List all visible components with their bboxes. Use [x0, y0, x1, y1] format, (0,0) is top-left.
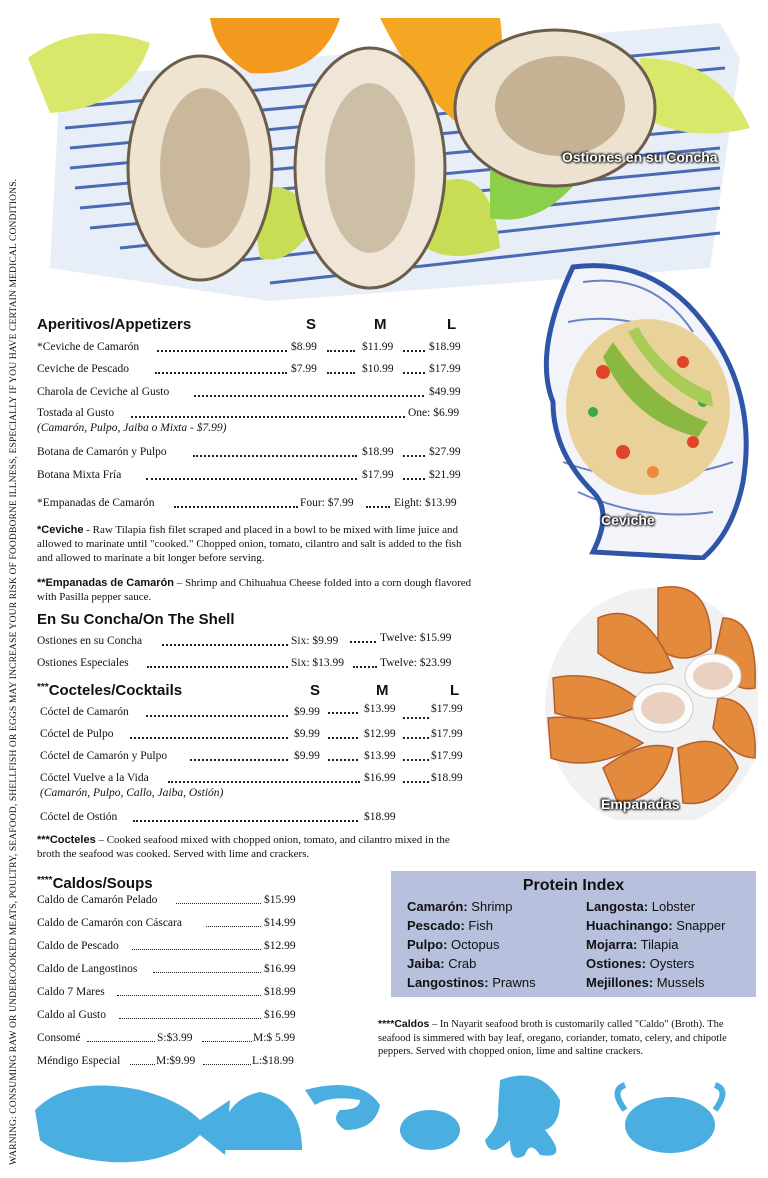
- ceviche-photo: [533, 262, 768, 560]
- price: $16.99: [264, 963, 296, 975]
- ceviche-description-label: *Ceviche: [37, 524, 84, 536]
- price-medium: $16.99: [364, 772, 396, 784]
- price-large: $17.99: [431, 750, 463, 762]
- leader-dots: [132, 949, 261, 950]
- price-small: S:$3.99: [157, 1032, 193, 1044]
- leader-dots: [119, 1018, 261, 1019]
- protein-english: Prawns: [488, 975, 536, 990]
- protein-entry: [407, 937, 499, 952]
- price-twelve: Twelve: $23.99: [380, 657, 452, 669]
- menu-item-name: Ostiones Especiales: [37, 657, 129, 669]
- leader-dots: [146, 715, 288, 717]
- leader-dots: [403, 350, 425, 352]
- fish-icon: [35, 1086, 230, 1163]
- price-one: One: $6.99: [408, 407, 460, 419]
- menu-item-name: Cóctel de Camarón: [40, 706, 129, 718]
- cocktails-description-label: ***Cocteles: [37, 834, 96, 846]
- price-small: $9.99: [294, 750, 320, 762]
- cocktails-title-prefix: ***: [37, 682, 49, 693]
- menu-item-name: Cóctel de Camarón y Pulpo: [40, 750, 168, 762]
- price-four: Four: $7.99: [300, 497, 354, 509]
- protein-english: Mussels: [653, 975, 705, 990]
- leader-dots: [153, 972, 261, 973]
- empanadas-description: [37, 576, 477, 604]
- crab-icon: [625, 1097, 715, 1153]
- leader-dots: [117, 995, 261, 996]
- menu-item-name: Cóctel de Pulpo: [40, 728, 114, 740]
- leader-dots: [87, 1041, 155, 1042]
- leader-dots: [353, 666, 377, 668]
- protein-index-box: [391, 871, 756, 997]
- leader-dots: [193, 455, 357, 457]
- protein-spanish: Huachinango:: [586, 918, 673, 933]
- protein-entry: [407, 956, 476, 971]
- price: $14.99: [264, 917, 296, 929]
- warning-notice: [6, 150, 26, 1170]
- protein-spanish: Pulpo:: [407, 937, 448, 952]
- size-header-l: L: [450, 682, 460, 699]
- leader-dots: [327, 372, 355, 374]
- price-medium: $11.99: [362, 341, 394, 353]
- ceviche-description: [37, 523, 477, 565]
- leader-dots: [403, 737, 429, 739]
- empanadas-caption: Empanadas: [601, 796, 680, 812]
- price: $16.99: [264, 1009, 296, 1021]
- protein-entry: [586, 918, 725, 933]
- price-large: $18.99: [429, 341, 461, 353]
- menu-item-note: (Camarón, Pulpo, Jaiba o Mixta - $7.99): [37, 422, 227, 434]
- shrimp-icon: [305, 1085, 380, 1130]
- price-large: $17.99: [431, 728, 463, 740]
- price-medium: $18.99: [362, 446, 394, 458]
- leader-dots: [403, 759, 429, 761]
- leader-dots: [133, 820, 358, 822]
- protein-entry: [407, 975, 536, 990]
- protein-english: Oysters: [645, 956, 695, 971]
- protein-entry: [407, 918, 493, 933]
- price-medium: $18.99: [364, 811, 396, 823]
- leader-dots: [328, 712, 358, 714]
- leader-dots: [328, 737, 358, 739]
- menu-item-name: Caldo de Camarón con Cáscara: [37, 917, 182, 929]
- price-medium: $12.99: [364, 728, 396, 740]
- price-large: $18.99: [431, 772, 463, 784]
- leader-dots: [202, 1041, 252, 1042]
- soups-title: [37, 875, 153, 892]
- leader-dots: [131, 416, 405, 418]
- price: M:$ 5.99: [253, 1032, 296, 1044]
- menu-item-name: Cóctel de Ostión: [40, 811, 118, 823]
- size-header-s: S: [306, 316, 317, 333]
- protein-spanish: Langostinos:: [407, 975, 489, 990]
- price-medium: $10.99: [362, 363, 394, 375]
- menu-item-name: Caldo de Pescado: [37, 940, 119, 952]
- menu-item-name: Caldo de Langostinos: [37, 963, 138, 975]
- leader-dots: [206, 926, 261, 927]
- leader-dots: [190, 759, 288, 761]
- empanadas-description-label: **Empanadas de Camarón: [37, 577, 174, 589]
- empanadas-description-text: – Shrimp and Chihuahua Cheese folded into a corn dough flavored with Pasilla pepper sauce.: [37, 577, 472, 603]
- price-small: $9.99: [294, 728, 320, 740]
- menu-item-name: Cóctel Vuelve a la Vida: [40, 772, 149, 784]
- protein-spanish: Langosta:: [586, 899, 649, 914]
- price-small: $8.99: [291, 341, 317, 353]
- protein-spanish: Mojarra:: [586, 937, 638, 952]
- price: $15.99: [264, 894, 296, 906]
- menu-item-name: *Empanadas de Camarón: [37, 497, 155, 509]
- protein-english: Octopus: [447, 937, 500, 952]
- leader-dots: [155, 372, 287, 374]
- cocktails-title-text: Cocteles/Cocktails: [48, 682, 183, 699]
- protein-entry: [586, 956, 694, 971]
- leader-dots: [147, 666, 288, 668]
- leader-dots: [162, 644, 288, 646]
- protein-english: Lobster: [648, 899, 696, 914]
- menu-item-name: Botana de Camarón y Pulpo: [37, 446, 167, 458]
- leader-dots: [157, 350, 287, 352]
- leader-dots: [174, 506, 298, 508]
- menu-item-name: Caldo al Gusto: [37, 1009, 106, 1021]
- cocktails-description-text: – Cooked seafood mixed with chopped onion, tomato, and cilantro mixed in the broth the seafood was cooked. Served with lime and crackers.: [37, 834, 450, 860]
- leader-dots: [194, 395, 424, 397]
- empanadas-photo: [543, 578, 758, 820]
- oysters-photo: [20, 18, 760, 303]
- menu-item-name: Méndigo Especial: [37, 1055, 121, 1067]
- leader-dots: [168, 781, 360, 783]
- leader-dots: [366, 506, 390, 508]
- price: L:$18.99: [252, 1055, 294, 1067]
- leader-dots: [350, 641, 376, 643]
- protein-spanish: Camarón:: [407, 899, 468, 914]
- cocktails-title: [37, 682, 182, 699]
- price-medium: $13.99: [364, 703, 396, 715]
- leader-dots: [403, 372, 425, 374]
- protein-index-title: Protein Index: [522, 877, 625, 894]
- protein-english: Crab: [444, 956, 477, 971]
- leader-dots: [176, 903, 261, 904]
- protein-spanish: Ostiones:: [586, 956, 646, 971]
- caldos-description: [378, 1018, 748, 1059]
- price-large: $17.99: [431, 703, 463, 715]
- leader-dots: [203, 1064, 251, 1065]
- soups-title-text: Caldos/Soups: [52, 875, 153, 892]
- protein-spanish: Mejillones:: [586, 975, 654, 990]
- size-header-m: M: [376, 682, 389, 699]
- price-six: Six: $13.99: [291, 657, 345, 669]
- price-medium: $17.99: [362, 469, 394, 481]
- ceviche-caption: Ceviche: [601, 512, 655, 528]
- sea-creatures-decoration: [30, 1070, 750, 1170]
- price-large: $49.99: [429, 386, 461, 398]
- price-small: $7.99: [291, 363, 317, 375]
- protein-spanish: Jaiba:: [407, 956, 445, 971]
- empanadas-illustration: [543, 578, 758, 820]
- price-large: $17.99: [429, 363, 461, 375]
- price: $18.99: [264, 986, 296, 998]
- menu-item-name: Ostiones en su Concha: [37, 635, 143, 647]
- protein-english: Snapper: [672, 918, 726, 933]
- leader-dots: [403, 717, 429, 719]
- size-header-s: S: [310, 682, 321, 699]
- leader-dots: [130, 737, 288, 739]
- crab-icon: [400, 1110, 460, 1150]
- price: $12.99: [264, 940, 296, 952]
- protein-spanish: Pescado:: [407, 918, 465, 933]
- shell-title: En Su Concha/On The Shell: [37, 611, 235, 628]
- leader-dots: [403, 781, 429, 783]
- oysters-caption: Ostiones en su Concha: [562, 149, 718, 165]
- caldos-description-label: ****Caldos: [378, 1018, 430, 1030]
- protein-entry: [586, 975, 704, 990]
- menu-item-name: Consomé: [37, 1032, 81, 1044]
- menu-item-name: Caldo 7 Mares: [37, 986, 105, 998]
- caldos-description-text: – In Nayarit seafood broth is customarily called "Caldo" (Broth). The seafood is simmered with bay leaf, oregano, coriander, tomato, celery, and chipotle peppers. Served with chopped onion, lime and saltine crackers.: [378, 1019, 727, 1057]
- leader-dots: [403, 455, 425, 457]
- menu-item-name: Tostada al Gusto: [37, 407, 115, 419]
- menu-item-name: Charola de Ceviche al Gusto: [37, 386, 170, 398]
- cocktails-description: [37, 833, 457, 861]
- appetizers-title: Aperitivos/Appetizers: [37, 316, 192, 333]
- price-six: Six: $9.99: [291, 635, 339, 647]
- price-large: $27.99: [429, 446, 461, 458]
- menu-item-name: *Ceviche de Camarón: [37, 341, 140, 353]
- octopus-icon: [485, 1076, 560, 1158]
- protein-english: Shrimp: [467, 899, 513, 914]
- warning-text: WARNING: CONSUMING RAW OR UNDERCOOKED MEATS, POULTRY, SEAFOOD, SHELLFISH OR EGGS MAY INCREASE YOUR RISK OF FOODBORNE ILLNESS, ESPECIALLY IF YOU HAVE CERTAIN MEDICAL CONDITIONS.: [8, 178, 19, 1165]
- price-eight: Eight: $13.99: [394, 497, 457, 509]
- leader-dots: [327, 350, 355, 352]
- price-twelve: Twelve: $15.99: [380, 632, 452, 644]
- leader-dots: [130, 1064, 155, 1065]
- protein-entry: [586, 899, 695, 914]
- price-small: M:$9.99: [156, 1055, 196, 1067]
- leader-dots: [403, 478, 425, 480]
- menu-item-name: Ceviche de Pescado: [37, 363, 129, 375]
- protein-english: Tilapia: [637, 937, 679, 952]
- menu-item-name: Caldo de Camarón Pelado: [37, 894, 158, 906]
- size-header-m: M: [374, 316, 387, 333]
- price-large: $21.99: [429, 469, 461, 481]
- menu-item-name: Botana Mixta Fría: [37, 469, 122, 481]
- ceviche-description-text: - Raw Tilapia fish filet scraped and placed in a bowl to be mixed with lime juice and allowed to marinate until "cooked." Chopped onion, tomato, cilantro and salt is added to the fish and allowed to marinate a bit longer before serving.: [37, 524, 462, 564]
- soups-title-prefix: ****: [37, 875, 53, 886]
- price-medium: $13.99: [364, 750, 396, 762]
- menu-item-note: (Camarón, Pulpo, Callo, Jaiba, Ostión): [40, 787, 224, 799]
- leader-dots: [328, 759, 358, 761]
- price-small: $9.99: [294, 706, 320, 718]
- protein-entry: [586, 937, 679, 952]
- size-header-l: L: [447, 316, 457, 333]
- protein-entry: [407, 899, 512, 914]
- scallop-shell-icon: [220, 1092, 302, 1150]
- leader-dots: [146, 478, 357, 480]
- protein-english: Fish: [464, 918, 493, 933]
